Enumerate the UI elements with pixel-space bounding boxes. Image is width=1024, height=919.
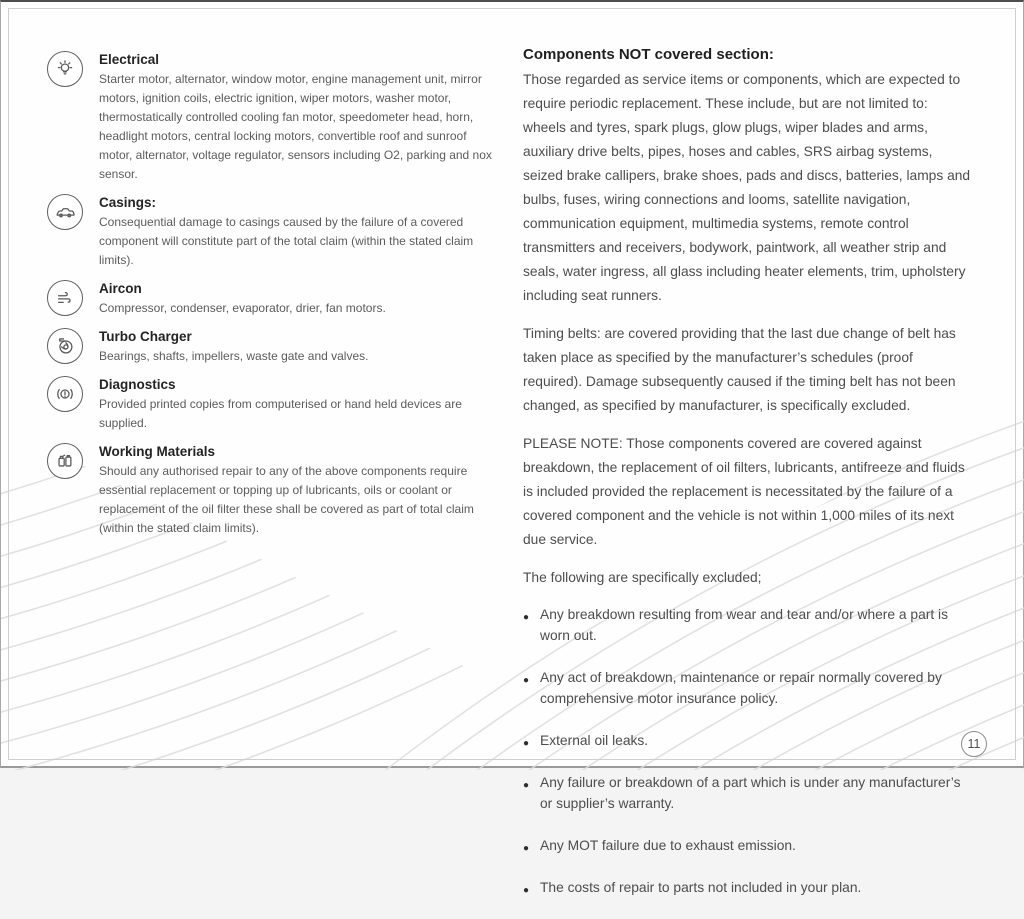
page-number-badge (961, 731, 987, 757)
not-covered-paragraph: Those regarded as service items or components, which are expected to require periodic replacement. These include, but are not limited to: wheels and tyres, spark plugs, glow plugs, wiper blades and arms, auxiliary drive belts, pipes, hoses and cables, SRS airbag systems, seized brake callipers, brake shoes, pads and discs, batteries, lamps and bulbs, fuses, wiring connections and looms, satellite navigation, communication equipment, multimedia systems, remote control transmitters and receivers, bodywork, paintwork, all weather strip and seals, water ingress, all glass including heater elements, trim, upholstery including seat runners. (523, 72, 971, 303)
section-electrical (47, 50, 497, 184)
car-icon (47, 194, 83, 230)
section-aircon (47, 279, 497, 318)
airflow-icon (47, 280, 83, 316)
covered-components-column (47, 50, 497, 547)
section-body: Should any authorised repair to any of the above components require essential replacement or topping up of lubricants, oils or coolant or replacement of the oil filter these shall be covered as part of total claim (within the stated claim limits). (99, 464, 474, 535)
section-title: Casings: (99, 195, 157, 210)
exclusions-list (523, 604, 971, 898)
oil-cans-icon (47, 443, 83, 479)
exclusion-item: ● Any act of breakdown, maintenance or repair normally covered by comprehensive motor insurance policy. (523, 667, 971, 709)
bulb-icon (47, 51, 83, 87)
not-covered-heading: Components NOT covered section: (523, 46, 774, 63)
section-title: Diagnostics (99, 377, 176, 392)
turbo-icon (47, 328, 83, 364)
please-note-paragraph: PLEASE NOTE: Those components covered are covered against breakdown, the replacement of oil filters, lubricants, antifreeze and fluids is included provided the replacement is necessitated by the failure of a covered component and the vehicle is not within 1,000 miles of its next due service. (523, 436, 965, 547)
section-title: Aircon (99, 281, 142, 296)
section-diagnostics (47, 375, 497, 433)
exclusion-item: ● Any failure or breakdown of a part which is under any manufacturer’s or supplier’s warranty. (523, 772, 971, 814)
excluded-intro: The following are specifically excluded; (523, 570, 762, 585)
section-casings (47, 193, 497, 270)
exclusion-item: ● Any breakdown resulting from wear and tear and/or where a part is worn out. (523, 604, 971, 646)
section-title: Turbo Charger (99, 329, 192, 344)
section-title: Electrical (99, 52, 160, 67)
diagnostics-icon (47, 376, 83, 412)
section-body: Consequential damage to casings caused by the failure of a covered component will constitute part of the total claim (within the stated claim limits). (99, 215, 474, 267)
section-turbo-charger (47, 327, 497, 366)
section-body: Starter motor, alternator, window motor, engine management unit, mirror motors, ignition coils, electric ignition, wiper motors, washer motor, thermostatically controlled cooling fan motor, speedometer head, horn, headlight motors, central locking motors, convertible roof and sunroof motor, alternator, voltage regulator, sensors including O2, parking and nox sensor. (99, 72, 492, 181)
not-covered-column (523, 46, 971, 919)
page-number: 11 (967, 737, 981, 751)
exclusion-item: ● Any MOT failure due to exhaust emission. (523, 835, 971, 856)
section-body: Provided printed copies from computerised or hand held devices are supplied. (99, 397, 462, 430)
section-working-materials (47, 442, 497, 538)
exclusion-item: ● The costs of repair to parts not included in your plan. (523, 877, 971, 898)
timing-belts-paragraph: Timing belts: are covered providing that the last due change of belt has taken place as specified by the manufacturer’s schedules (proof required). Damage subsequently caused if the timing belt has not been changed, as specified by manufacturer, is specifically excluded. (523, 326, 956, 413)
section-body: Compressor, condenser, evaporator, drier, fan motors. (99, 301, 386, 315)
section-title: Working Materials (99, 444, 216, 459)
section-body: Bearings, shafts, impellers, waste gate and valves. (99, 349, 369, 363)
exclusion-item: ● External oil leaks. (523, 730, 971, 751)
